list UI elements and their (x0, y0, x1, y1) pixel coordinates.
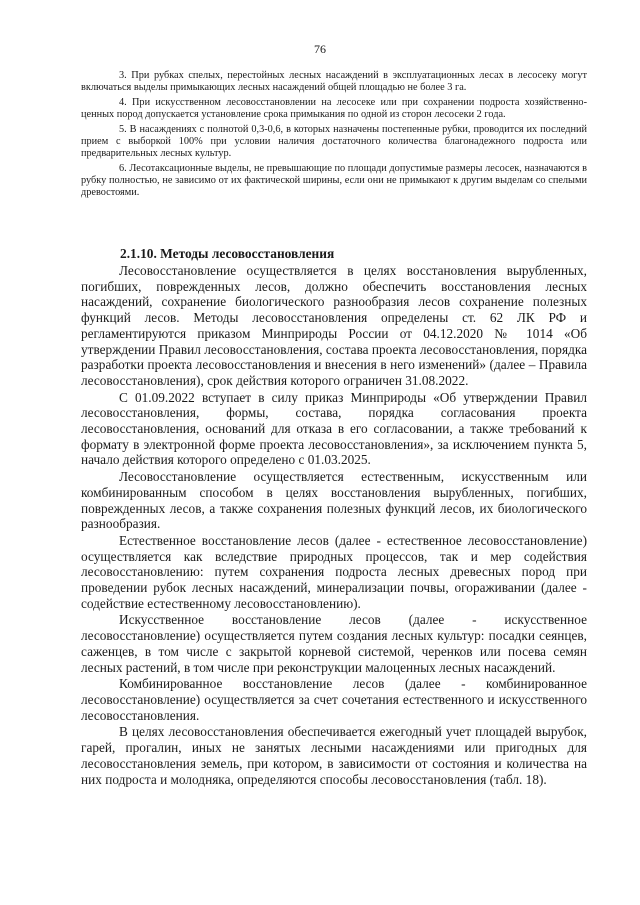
note-4: 4. При искусственном лесовосстановлении на лесосеке или при сохранении подроста хозяйственно-ценных пород допускается установление срока примыкания по одной из сторон лесосеки 2 года. (81, 97, 587, 120)
paragraph-5: Искусственное восстановление лесов (далее - искусственное лесовосстановление) осуществляется путем создания лесных культур: посадки сеянцев, саженцев, в том числе с закрытой корневой системой, черенков или посева семян лесных растений, в том числе при реконструкции малоценных лесных насаждений. (81, 612, 587, 675)
paragraph-3: Лесовосстановление осуществляется естественным, искусственным или комбинированным способом в целях восстановления вырубленных, погибших, поврежденных лесов, а также сохранения полезных функций лесов, их биологического разнообразия. (81, 469, 587, 532)
note-6: 6. Лесотаксационные выделы, не превышающие по площади допустимые размеры лесосек, назначаются в рубку полностью, не зависимо от их фактической ширины, если они не примыкают к другим выделам со спелыми древостоями. (81, 163, 587, 198)
paragraph-2: С 01.09.2022 вступает в силу приказ Минприроды «Об утверждении Правил лесовосстановления, формы, состава, порядка согласования проекта лесовосстановления, оснований для отказа в его согласовании, а также требований к формату в электронной форме проекта лесовосстановления», за исключением пункта 5, начало действия которого определено с 01.03.2025. (81, 389, 587, 468)
table-notes (81, 70, 587, 202)
note-3: 3. При рубках спелых, перестойных лесных насаждений в эксплуатационных лесах в лесосеку могут включаться выделы примыкающих лесных насаждений общей площадью не более 3 га. (81, 70, 587, 93)
section-body (81, 263, 587, 788)
paragraph-1: Лесовосстановление осуществляется в целях восстановления вырубленных, погибших, поврежденных лесов, должно обеспечить восстановления лесных насаждений, сохранение биологического разнообразия лесов сохранение полезных функций лесов. Методы лесовосстановления определены ст. 62 ЛК РФ и регламентируются приказом Минприроды России от 04.12.2020 № 1014 «Об утверждении Правил лесовосстановления, состава проекта лесовосстановления, порядка разработки проекта лесовосстановления и внесения в него изменений» (далее – Правила лесовосстановления), срок действия которого ограничен 31.08.2022. (81, 263, 587, 388)
section-title: 2.1.10. Методы лесовосстановления (120, 246, 335, 261)
page-number: 76 (314, 42, 326, 56)
paragraph-6: Комбинированное восстановление лесов (далее - комбинированное лесовосстановление) осуществляется за счет сочетания естественного и искусственного лесовосстановления. (81, 676, 587, 723)
paragraph-4: Естественное восстановление лесов (далее - естественное лесовосстановление) осуществляется как вследствие природных процессов, так и мер содействия лесовосстановлению: путем сохранения подроста лесных древесных пород при проведении рубок лесных насаждений, минерализации почвы, огораживании (далее - содействие естественному лесовосстановлению). (81, 532, 587, 611)
paragraph-7: В целях лесовосстановления обеспечивается ежегодный учет площадей вырубок, гарей, прогалин, иных не занятых лесными насаждениями или пригодных для лесовосстановления земель, при котором, в зависимости от состояния и количества на них подроста и молодняка, определяются способы лесовосстановления (табл. 18). (81, 724, 587, 787)
note-5: 5. В насаждениях с полнотой 0,3-0,6, в которых назначены постепенные рубки, проводится их последний прием с выборкой 100% при условии наличия достаточного количества благонадежного подроста или предварительных лесных культур. (81, 124, 587, 159)
